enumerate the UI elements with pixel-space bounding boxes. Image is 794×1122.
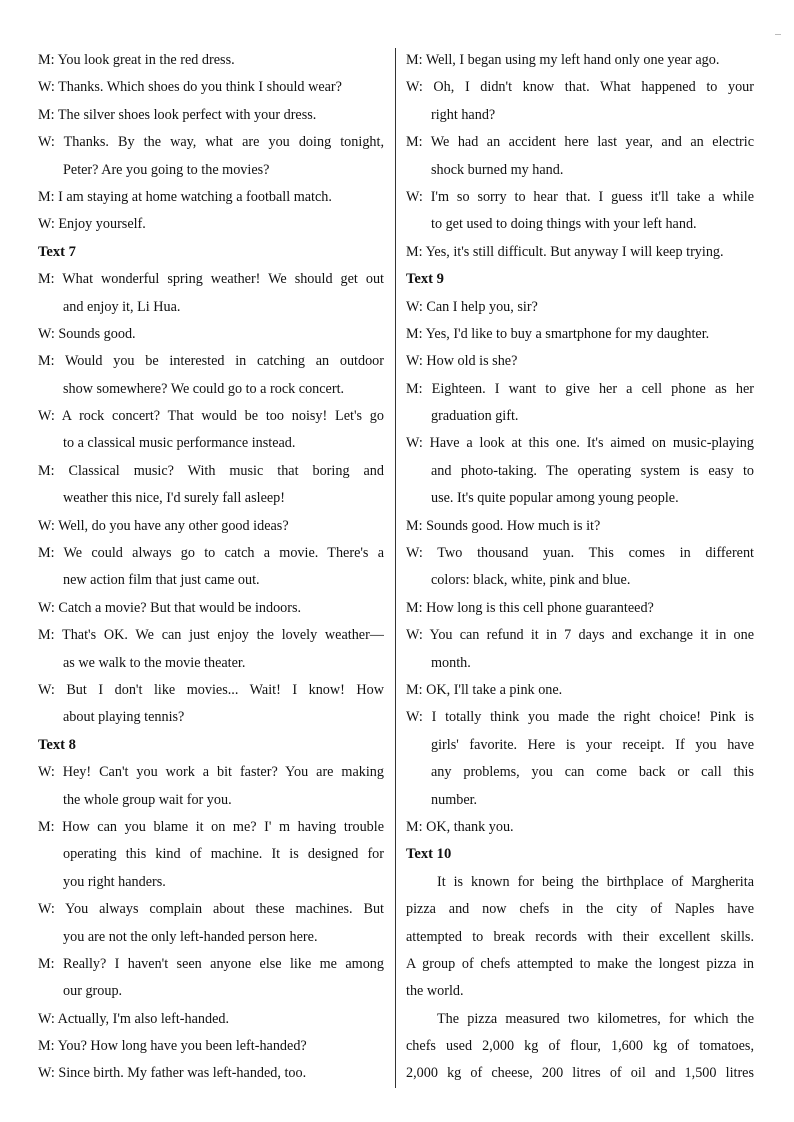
- dialogue-line: M: Classical music? With music that boring and: [38, 462, 384, 479]
- dialogue-continuation: as we walk to the movie theater.: [63, 654, 246, 671]
- paragraph-line: 2,000 kg of cheese, 200 litres of oil and 1,500 litres: [406, 1065, 754, 1082]
- dialogue-continuation: you are not the only left-handed person here.: [63, 928, 318, 945]
- dialogue-continuation: girls' favorite. Here is your receipt. If you have: [431, 736, 754, 753]
- dialogue-continuation: Peter? Are you going to the movies?: [63, 161, 270, 178]
- dialogue-line: M: Would you be interested in catching an outdoor: [38, 353, 384, 370]
- dialogue-line: M: Well, I began using my left hand only one year ago.: [406, 52, 720, 68]
- dialogue-continuation: right hand?: [431, 106, 496, 123]
- dialogue-continuation: month.: [431, 654, 471, 671]
- dialogue-line: W: Oh, I didn't know that. What happened to your: [406, 79, 754, 96]
- dialogue-continuation: and enjoy it, Li Hua.: [63, 298, 181, 315]
- dialogue-line: M: OK, I'll take a pink one.: [406, 681, 563, 698]
- dialogue-continuation: to get used to doing things with your left hand.: [431, 216, 697, 233]
- paragraph-line: pizza and now chefs in the city of Naples have: [406, 901, 754, 918]
- dialogue-line: M: The silver shoes look perfect with your dress.: [38, 106, 317, 123]
- column-divider: [395, 48, 396, 1088]
- dialogue-line: M: You look great in the red dress.: [38, 52, 235, 68]
- right-column: [406, 47, 754, 1088]
- dialogue-continuation: to a classical music performance instead.: [63, 435, 296, 452]
- dialogue-continuation: show somewhere? We could go to a rock concert.: [63, 380, 345, 397]
- dialogue-line: W: A rock concert? That would be too noisy! Let's go: [38, 408, 384, 425]
- section-heading: Text 7: [38, 243, 76, 260]
- paragraph-line: attempted to break records with their excellent skills.: [406, 928, 754, 945]
- dialogue-line: W: Enjoy yourself.: [38, 216, 146, 233]
- dialogue-line: M: Sounds good. How much is it?: [406, 517, 601, 534]
- margin-mark: [775, 34, 781, 35]
- dialogue-line: M: We had an accident here last year, and an electric: [406, 134, 754, 151]
- paragraph-line: chefs used 2,000 kg of flour, 1,600 kg of tomatoes,: [406, 1038, 754, 1055]
- dialogue-line: W: I'm so sorry to hear that. I guess it'll take a while: [406, 188, 754, 205]
- paragraph-line: the world.: [406, 983, 464, 1000]
- dialogue-line: M: Yes, it's still difficult. But anyway I will keep trying.: [406, 243, 724, 260]
- dialogue-line: W: Well, do you have any other good ideas?: [38, 517, 289, 534]
- dialogue-line: M: We could always go to catch a movie. There's a: [38, 545, 384, 562]
- dialogue-line: M: OK, thank you.: [406, 818, 514, 835]
- dialogue-continuation: our group.: [63, 983, 123, 1000]
- dialogue-line: W: Catch a movie? But that would be indoors.: [38, 599, 302, 616]
- dialogue-line: M: That's OK. We can just enjoy the lovely weather—: [38, 627, 384, 644]
- dialogue-line: W: How old is she?: [406, 353, 518, 370]
- dialogue-line: W: You can refund it in 7 days and exchange it in one: [406, 627, 754, 644]
- dialogue-line: M: Yes, I'd like to buy a smartphone for my daughter.: [406, 325, 710, 342]
- dialogue-continuation: the whole group wait for you.: [63, 791, 232, 808]
- paragraph-line: A group of chefs attempted to make the longest pizza in: [406, 955, 754, 972]
- dialogue-line: W: But I don't like movies... Wait! I know! How: [38, 681, 384, 698]
- dialogue-line: M: Really? I haven't seen anyone else like me among: [38, 955, 384, 972]
- dialogue-line: W: Can I help you, sir?: [406, 298, 538, 315]
- dialogue-continuation: new action film that just came out.: [63, 572, 260, 589]
- section-heading: Text 9: [406, 271, 444, 288]
- dialogue-continuation: shock burned my hand.: [431, 161, 564, 178]
- dialogue-line: W: Thanks. Which shoes do you think I should wear?: [38, 79, 342, 96]
- dialogue-line: M: I am staying at home watching a football match.: [38, 188, 332, 205]
- dialogue-line: M: You? How long have you been left-handed?: [38, 1038, 307, 1055]
- dialogue-line: W: You always complain about these machines. But: [38, 901, 384, 918]
- section-heading: Text 10: [406, 846, 452, 863]
- dialogue-continuation: colors: black, white, pink and blue.: [431, 572, 631, 589]
- dialogue-line: W: Actually, I'm also left-handed.: [38, 1010, 230, 1027]
- dialogue-line: W: Two thousand yuan. This comes in different: [406, 545, 754, 562]
- left-column: [38, 47, 384, 1088]
- dialogue-continuation: graduation gift.: [431, 408, 519, 425]
- dialogue-continuation: about playing tennis?: [63, 709, 185, 726]
- dialogue-line: M: Eighteen. I want to give her a cell phone as her: [406, 380, 754, 397]
- dialogue-line: M: What wonderful spring weather! We should get out: [38, 271, 384, 288]
- dialogue-line: M: How can you blame it on me? I' m having trouble: [38, 818, 384, 835]
- dialogue-line: W: Hey! Can't you work a bit faster? You are making: [38, 764, 384, 781]
- dialogue-continuation: you right handers.: [63, 873, 166, 890]
- dialogue-line: W: Thanks. By the way, what are you doing tonight,: [38, 134, 384, 151]
- paragraph-line: The pizza measured two kilometres, for which the: [437, 1010, 754, 1027]
- dialogue-continuation: weather this nice, I'd surely fall asleep!: [63, 490, 285, 507]
- dialogue-continuation: operating this kind of machine. It is designed for: [63, 846, 384, 863]
- dialogue-line: W: I totally think you made the right choice! Pink is: [406, 709, 754, 726]
- dialogue-line: W: Since birth. My father was left-handed, too.: [38, 1065, 307, 1082]
- dialogue-continuation: any problems, you can come back or call this: [431, 764, 754, 781]
- dialogue-continuation: and photo-taking. The operating system is easy to: [431, 462, 754, 479]
- dialogue-line: W: Have a look at this one. It's aimed on music-playing: [406, 435, 754, 452]
- section-heading: Text 8: [38, 736, 76, 753]
- dialogue-continuation: use. It's quite popular among young people.: [431, 490, 679, 507]
- dialogue-line: W: Sounds good.: [38, 325, 136, 342]
- paragraph-line: It is known for being the birthplace of Margherita: [437, 873, 754, 890]
- dialogue-continuation: number.: [431, 791, 478, 808]
- dialogue-line: M: How long is this cell phone guaranteed?: [406, 599, 654, 616]
